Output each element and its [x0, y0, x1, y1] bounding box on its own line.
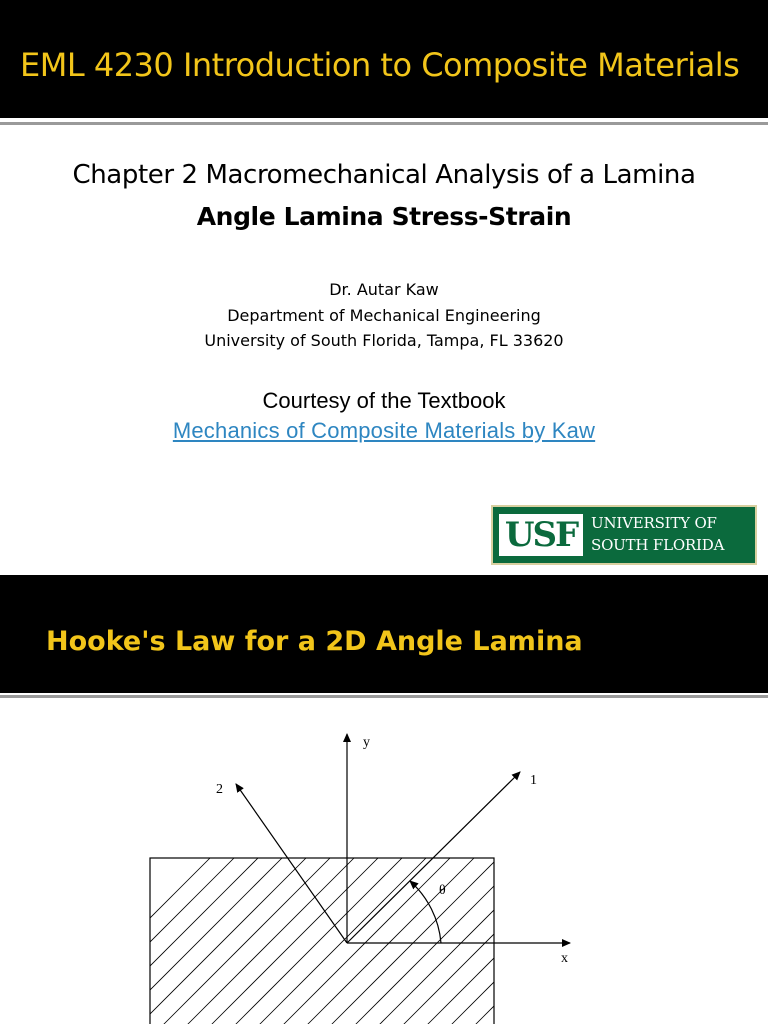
course-title: EML 4230 Introduction to Composite Materials	[20, 46, 740, 84]
fiber-hatching	[28, 810, 690, 1024]
slide-subtitle: Angle Lamina Stress-Strain	[196, 202, 572, 231]
author-name: Dr. Autar Kaw	[329, 280, 439, 299]
usf-logo-line2: SOUTH FLORIDA	[591, 536, 725, 554]
lamina-diagram	[0, 700, 768, 1024]
axis-1-label: 1	[530, 773, 537, 788]
x-axis-label: x	[561, 951, 568, 966]
courtesy-text: Courtesy of the Textbook	[262, 388, 506, 413]
university-address: University of South Florida, Tampa, FL 33620	[204, 331, 564, 350]
slide1-header	[0, 0, 768, 118]
textbook-link-row	[0, 418, 768, 444]
usf-logo	[491, 505, 757, 565]
y-axis-label: y	[363, 735, 370, 750]
department-name: Department of Mechanical Engineering	[227, 306, 541, 325]
angle-lamina-figure	[0, 700, 768, 1024]
usf-logo-line1: UNIVERSITY OF	[591, 514, 717, 532]
textbook-link[interactable]: Mechanics of Composite Materials by Kaw	[172, 418, 596, 443]
slide2-divider	[0, 695, 768, 698]
title-slide	[0, 124, 768, 575]
slide2-title: Hooke's Law for a 2D Angle Lamina	[46, 626, 583, 657]
axis-2-label: 2	[216, 782, 223, 797]
theta-label: θ	[439, 883, 446, 898]
angle-arc	[410, 881, 441, 943]
usf-logo-mark: USF	[499, 514, 583, 556]
chapter-title: Chapter 2 Macromechanical Analysis of a Lamina	[72, 160, 696, 190]
